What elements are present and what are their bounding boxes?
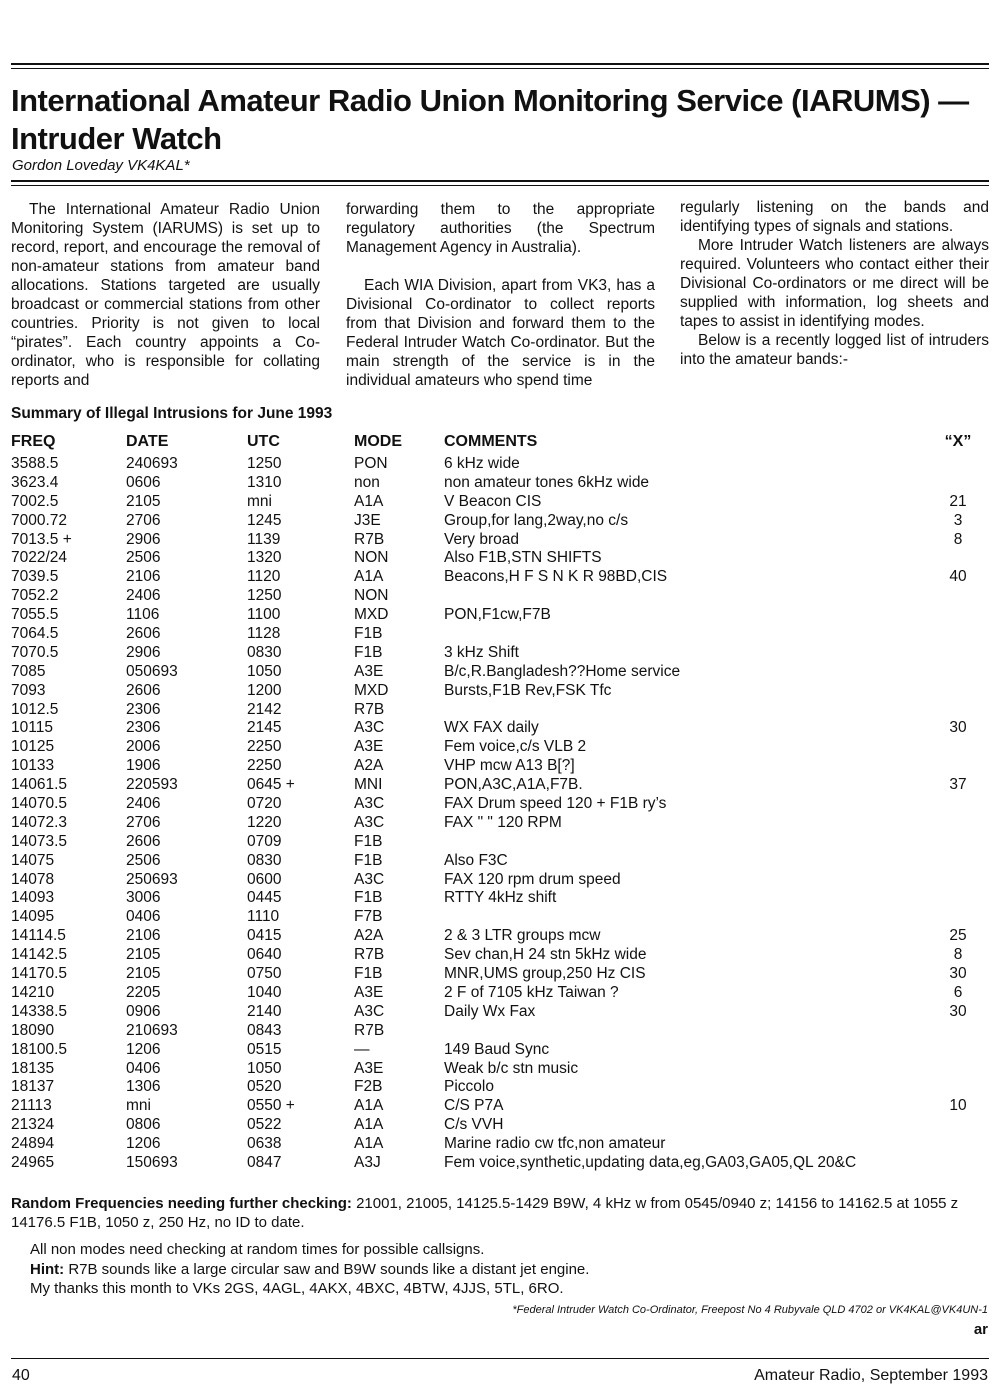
cell-x: 6 [953, 983, 963, 1001]
table-row [11, 946, 986, 965]
article-title: International Amateur Radio Union Monitoring Service (IARUMS) — Intruder Watch [11, 83, 969, 156]
cell-mode: F1B [354, 889, 383, 907]
cell-mode: A3E [354, 983, 384, 1001]
table-row [11, 644, 986, 663]
table-row [11, 625, 986, 644]
cell-freq: 14078 [11, 870, 55, 888]
cell-x: 8 [953, 530, 963, 548]
body-paragraph: Each WIA Division, apart from VK3, has a Divisional Co-ordinator to collect reports from that Division and forward them to the Federal Intruder Watch Co-ordinator. But the main strength of the service is in the individual amateurs who spend time [346, 277, 655, 389]
cell-freq: 3588.5 [11, 455, 59, 472]
cell-date: 2306 [126, 700, 161, 718]
cell-comments: V Beacon CIS [444, 492, 542, 510]
cell-mode: — [354, 1040, 370, 1058]
cell-date: 1906 [126, 757, 161, 775]
cell-date: 2406 [126, 795, 161, 813]
table-row [11, 965, 986, 984]
cell-utc: 1050 [247, 662, 282, 680]
thanks-line: My thanks this month to VKs 2GS, 4AGL, 4AKX, 4BXC, 4BTW, 4JJS, 5TL, 6RO. [30, 1280, 564, 1297]
table-row [11, 531, 986, 550]
cell-date: 1306 [126, 1078, 161, 1096]
cell-comments: non amateur tones 6kHz wide [444, 473, 650, 491]
table-row [11, 1041, 986, 1060]
body-paragraph: regularly listening on the bands and identifying types of signals and stations. [680, 199, 989, 235]
table-row [11, 738, 986, 757]
cell-mode: A1A [354, 1097, 384, 1115]
cell-mode: A3C [354, 813, 385, 831]
cell-utc: 0830 [247, 851, 282, 869]
cell-comments: C/s VVH [444, 1116, 504, 1134]
cell-mode: F1B [354, 965, 383, 983]
intrusions-table [11, 433, 986, 1173]
cell-mode: A1A [354, 492, 384, 510]
cell-comments: PON,A3C,A1A,F7B. [444, 776, 583, 794]
table-row [11, 833, 986, 852]
cell-freq: 7039.5 [11, 568, 59, 586]
cell-x: 8 [953, 946, 963, 964]
cell-freq: 24965 [11, 1153, 55, 1171]
table-row [11, 757, 986, 776]
table-row [11, 474, 986, 493]
cell-date: 2106 [126, 568, 161, 586]
table-row [11, 1116, 986, 1135]
cell-comments: VHP mcw A13 B[?] [444, 757, 575, 775]
cell-date: 0806 [126, 1116, 161, 1134]
cell-date: 0406 [126, 1059, 161, 1077]
cell-freq: 14338.5 [11, 1002, 68, 1020]
cell-mode: R7B [354, 530, 385, 548]
cell-freq: 7070.5 [11, 643, 59, 661]
cell-mode: F2B [354, 1078, 383, 1096]
cell-date: 2105 [126, 965, 161, 983]
cell-utc: 1139 [247, 530, 281, 548]
cell-mode: J3E [354, 511, 381, 529]
cell-freq: 10115 [11, 719, 53, 737]
table-row [11, 795, 986, 814]
cell-mode: R7B [354, 1021, 385, 1039]
cell-freq: 14114.5 [11, 927, 66, 945]
cell-date: 2106 [126, 927, 161, 945]
body-column-2 [346, 200, 655, 390]
cell-mode: F1B [354, 851, 383, 869]
cell-utc: 0520 [247, 1078, 282, 1096]
cell-freq: 3623.4 [11, 473, 59, 491]
cell-x: 10 [949, 1097, 967, 1115]
cell-mode: F1B [354, 832, 383, 850]
notes [30, 1240, 980, 1299]
cell-utc: 0830 [247, 643, 282, 661]
cell-comments: Very broad [444, 530, 519, 548]
cell-freq: 21113 [11, 1097, 52, 1115]
cell-mode: A3C [354, 795, 385, 813]
cell-date: 2406 [126, 587, 161, 605]
table-body [11, 455, 986, 1173]
cell-mode: MNI [354, 776, 383, 794]
top-rule-thin [11, 68, 989, 69]
cell-utc: 0415 [247, 927, 282, 945]
page-number: 40 [12, 1367, 30, 1384]
cell-mode: A3J [354, 1153, 381, 1171]
cell-comments: 2 & 3 LTR groups mcw [444, 927, 601, 945]
summary-title: Summary of Illegal Intrusions for June 1993 [11, 405, 333, 422]
cell-utc: 1040 [247, 983, 282, 1001]
cell-date: 2706 [126, 813, 161, 831]
header-freq: FREQ [11, 433, 56, 450]
byline-rule [11, 180, 989, 182]
cell-freq: 7013.5 + [11, 530, 72, 548]
cell-comments: FAX " " 120 RPM [444, 813, 562, 831]
cell-date: 2205 [126, 983, 161, 1001]
cell-date: 2906 [126, 530, 161, 548]
table-row [11, 1078, 986, 1097]
cell-freq: 14070.5 [11, 795, 68, 813]
table-row [11, 606, 986, 625]
cell-date: 2306 [126, 719, 161, 737]
header-date: DATE [126, 433, 169, 450]
footer-magazine-title: Amateur Radio, September 1993 [754, 1367, 988, 1384]
cell-mode: NON [354, 549, 389, 567]
top-rule [11, 63, 989, 65]
cell-date: 050693 [126, 662, 178, 680]
cell-mode: F7B [354, 908, 383, 926]
end-mark: ar [973, 1321, 988, 1338]
cell-date: 2105 [126, 492, 161, 510]
cell-mode: A3E [354, 1059, 384, 1077]
table-row [11, 1003, 986, 1022]
cell-utc: 0522 [247, 1116, 282, 1134]
cell-freq: 7085 [11, 662, 46, 680]
cell-date: 2606 [126, 832, 161, 850]
cell-utc: 1050 [247, 1059, 282, 1077]
table-row [11, 568, 986, 587]
table-row [11, 871, 986, 890]
cell-freq: 1012.5 [11, 700, 59, 718]
cell-mode: A3C [354, 870, 385, 888]
cell-mode: A1A [354, 1135, 384, 1153]
cell-comments: Piccolo [444, 1078, 494, 1096]
cell-date: 220593 [126, 776, 178, 794]
cell-x: 21 [949, 492, 967, 510]
cell-utc: 1128 [247, 625, 281, 643]
cell-date: 2105 [126, 946, 161, 964]
cell-comments: Fem voice,c/s VLB 2 [444, 738, 587, 756]
cell-mode: NON [354, 587, 389, 605]
cell-mode: A3C [354, 719, 385, 737]
table-row [11, 512, 986, 531]
footnote: *Federal Intruder Watch Co-Ordinator, Freepost No 4 Rubyvale QLD 4702 or VK4KAL@VK4UN-1 [512, 1304, 988, 1316]
cell-comments: FAX 120 rpm drum speed [444, 870, 621, 888]
cell-comments: 3 kHz Shift [444, 643, 519, 661]
body-paragraph: Below is a recently logged list of intruders into the amateur bands:- [680, 332, 989, 368]
cell-date: 2906 [126, 643, 161, 661]
cell-comments: Also F3C [444, 851, 508, 869]
cell-freq: 21324 [11, 1116, 55, 1134]
cell-mode: R7B [354, 946, 385, 964]
cell-date: 240693 [126, 455, 178, 472]
cell-utc: 0550 + [247, 1097, 295, 1115]
body-paragraph: More Intruder Watch listeners are always required. Volunteers who contact either their Divisional Co-ordinators or me direct will be supplied with information, log sheets and tapes to assist in identifying modes. [680, 237, 989, 330]
cell-date: 150693 [126, 1153, 178, 1171]
cell-freq: 14075 [11, 851, 55, 869]
cell-utc: 0515 [247, 1040, 282, 1058]
cell-utc: 0720 [247, 795, 282, 813]
cell-comments: Beacons,H F S N K R 98BD,CIS [444, 568, 668, 586]
table-row [11, 776, 986, 795]
cell-freq: 10133 [11, 757, 55, 775]
table-row [11, 493, 986, 512]
cell-utc: 2140 [247, 1002, 282, 1020]
cell-date: 2606 [126, 681, 161, 699]
cell-freq: 14095 [11, 908, 55, 926]
random-frequencies-label: Random Frequencies needing further checking: [11, 1195, 352, 1212]
cell-freq: 14170.5 [11, 965, 68, 983]
cell-utc: 1110 [247, 908, 280, 926]
cell-comments: B/c,R.Bangladesh??Home service [444, 662, 681, 680]
body-paragraph: forwarding them to the appropriate regulatory authorities (the Spectrum Management Agency in Australia). [346, 201, 655, 256]
cell-freq: 7064.5 [11, 625, 59, 643]
cell-freq: 14142.5 [11, 946, 68, 964]
cell-comments: 2 F of 7105 kHz Taiwan ? [444, 983, 619, 1001]
cell-utc: 0709 [247, 832, 282, 850]
cell-comments: WX FAX daily [444, 719, 539, 737]
cell-utc: 1245 [247, 511, 282, 529]
cell-x: 40 [949, 568, 967, 586]
cell-mode: non [354, 473, 380, 491]
cell-date: 0406 [126, 908, 161, 926]
header-x: “X” [944, 433, 972, 450]
cell-freq: 14072.3 [11, 813, 68, 831]
cell-mode: A2A [354, 927, 384, 945]
table-row [11, 549, 986, 568]
cell-freq: 24894 [11, 1135, 55, 1153]
cell-freq: 7000.72 [11, 511, 68, 529]
table-row [11, 814, 986, 833]
cell-utc: 0645 + [247, 776, 295, 794]
table-row [11, 889, 986, 908]
hint-text: R7B sounds like a large circular saw and B9W sounds like a distant jet engine. [64, 1260, 590, 1278]
table-row [11, 984, 986, 1003]
cell-x: 30 [949, 719, 967, 737]
cell-mode: F1B [354, 625, 383, 643]
cell-comments: 6 kHz wide [444, 455, 520, 472]
cell-x: 25 [949, 927, 967, 945]
cell-freq: 7022/24 [11, 549, 68, 567]
cell-comments: Group,for lang,2way,no c/s [444, 511, 629, 529]
cell-utc: 2250 [247, 738, 282, 756]
header-mode: MODE [354, 433, 402, 450]
cell-date: 2706 [126, 511, 161, 529]
cell-freq: 14061.5 [11, 776, 68, 794]
cell-utc: 1320 [247, 549, 282, 567]
cell-date: 1206 [126, 1135, 161, 1153]
cell-utc: 1250 [247, 587, 282, 605]
table-row [11, 587, 986, 606]
hint-line [30, 1260, 980, 1280]
cell-date: 1206 [126, 1040, 161, 1058]
cell-mode: R7B [354, 700, 385, 718]
cell-utc: 0847 [247, 1153, 282, 1171]
cell-comments: 149 Baud Sync [444, 1040, 550, 1058]
cell-date: 2606 [126, 625, 161, 643]
table-header [11, 433, 986, 455]
cell-freq: 14093 [11, 889, 55, 907]
cell-freq: 14210 [11, 983, 55, 1001]
table-row [11, 1097, 986, 1116]
cell-comments: Weak b/c stn music [444, 1059, 579, 1077]
cell-date: 0906 [126, 1002, 161, 1020]
cell-comments: Also F1B,STN SHIFTS [444, 549, 602, 567]
header-utc: UTC [247, 433, 280, 450]
author-byline: Gordon Loveday VK4KAL* [12, 157, 190, 174]
cell-date: 210693 [126, 1021, 178, 1039]
cell-utc: 0750 [247, 965, 282, 983]
table-row [11, 1154, 986, 1173]
cell-comments: Marine radio cw tfc,non amateur [444, 1135, 666, 1153]
table-row [11, 908, 986, 927]
cell-comments: Sev chan,H 24 stn 5kHz wide [444, 946, 647, 964]
body-column-3 [680, 198, 989, 369]
cell-date: 2006 [126, 738, 161, 756]
table-row [11, 719, 986, 738]
cell-mode: PON [354, 455, 388, 472]
table-row [11, 663, 986, 682]
cell-mode: F1B [354, 643, 383, 661]
cell-mode: A1A [354, 1116, 384, 1134]
table-row [11, 455, 986, 474]
cell-freq: 18137 [11, 1078, 55, 1096]
cell-mode: A1A [354, 568, 384, 586]
header-comments: COMMENTS [444, 433, 538, 450]
cell-comments: PON,F1cw,F7B [444, 606, 551, 624]
cell-freq: 10125 [11, 738, 55, 756]
cell-utc: 1200 [247, 681, 282, 699]
cell-x: 3 [953, 511, 963, 529]
hint-label: Hint: [30, 1260, 65, 1278]
cell-x: 30 [949, 1002, 967, 1020]
random-frequencies [11, 1194, 986, 1232]
cell-date: 0606 [126, 473, 161, 491]
cell-date: 2506 [126, 549, 161, 567]
cell-utc: 0640 [247, 946, 282, 964]
cell-freq: 7002.5 [11, 492, 59, 510]
cell-utc: 1120 [247, 568, 281, 586]
cell-utc: 1250 [247, 455, 282, 472]
cell-utc: 0445 [247, 889, 282, 907]
cell-comments: Bursts,F1B Rev,FSK Tfc [444, 681, 612, 699]
cell-utc: 2250 [247, 757, 282, 775]
cell-freq: 7052.2 [11, 587, 59, 605]
cell-utc: 2145 [247, 719, 282, 737]
cell-freq: 18090 [11, 1021, 55, 1039]
cell-mode: A3C [354, 1002, 385, 1020]
table-row [11, 1135, 986, 1154]
table-row [11, 701, 986, 720]
cell-mode: MXD [354, 681, 389, 699]
cell-mode: A2A [354, 757, 384, 775]
cell-utc: 1100 [247, 606, 281, 624]
cell-utc: 0843 [247, 1021, 282, 1039]
cell-utc: 2142 [247, 700, 282, 718]
cell-utc: 1310 [247, 473, 282, 491]
cell-freq: 7093 [11, 681, 46, 699]
byline-rule-thin [11, 185, 989, 186]
cell-mode: A3E [354, 738, 384, 756]
table-row [11, 927, 986, 946]
cell-x: 37 [949, 776, 967, 794]
table-row [11, 852, 986, 871]
cell-comments: Daily Wx Fax [444, 1002, 536, 1020]
body-paragraph: The International Amateur Radio Union Monitoring System (IARUMS) is set up to record, report, and encourage the removal of non-amateur stations from amateur band allocations. Stations targeted are usually broadcast or commercial stations from other countries. Priority is not given to local “pirates”. Each country appoints a Co-ordinator, who is responsible for collating reports and [11, 201, 320, 389]
cell-utc: 0600 [247, 870, 282, 888]
cell-freq: 7055.5 [11, 606, 59, 624]
body-column-1 [11, 200, 320, 390]
cell-freq: 18135 [11, 1059, 55, 1077]
footer-rule [11, 1358, 989, 1359]
cell-freq: 14073.5 [11, 832, 68, 850]
table-row [11, 1060, 986, 1079]
cell-mode: MXD [354, 606, 389, 624]
cell-freq: 18100.5 [11, 1040, 68, 1058]
cell-utc: 0638 [247, 1135, 282, 1153]
cell-date: 3006 [126, 889, 161, 907]
cell-comments: MNR,UMS group,250 Hz CIS [444, 965, 646, 983]
cell-mode: A3E [354, 662, 384, 680]
cell-comments: FAX Drum speed 120 + F1B ry’s [444, 795, 667, 813]
cell-date: 2506 [126, 851, 161, 869]
table-row [11, 1022, 986, 1041]
cell-x: 30 [949, 965, 967, 983]
cell-date: mni [126, 1097, 151, 1115]
note-line: All non modes need checking at random times for possible callsigns. [30, 1241, 485, 1258]
cell-date: 1106 [126, 606, 160, 624]
cell-comments: Fem voice,synthetic,updating data,eg,GA03,GA05,QL 20&C [444, 1153, 857, 1171]
cell-comments: RTTY 4kHz shift [444, 889, 557, 907]
cell-utc: 1220 [247, 813, 282, 831]
table-row [11, 682, 986, 701]
random-frequencies-text: 21001, 21005, 14125.5-1429 B9W, 4 kHz w from 0545/0940 z; 14156 to 14162.5 at 1055 z 14176.5 F1B, 1050 z, 250 Hz, no ID to date. [11, 1195, 959, 1231]
cell-comments: C/S P7A [444, 1097, 504, 1115]
cell-utc: mni [247, 492, 272, 510]
cell-date: 250693 [126, 870, 178, 888]
